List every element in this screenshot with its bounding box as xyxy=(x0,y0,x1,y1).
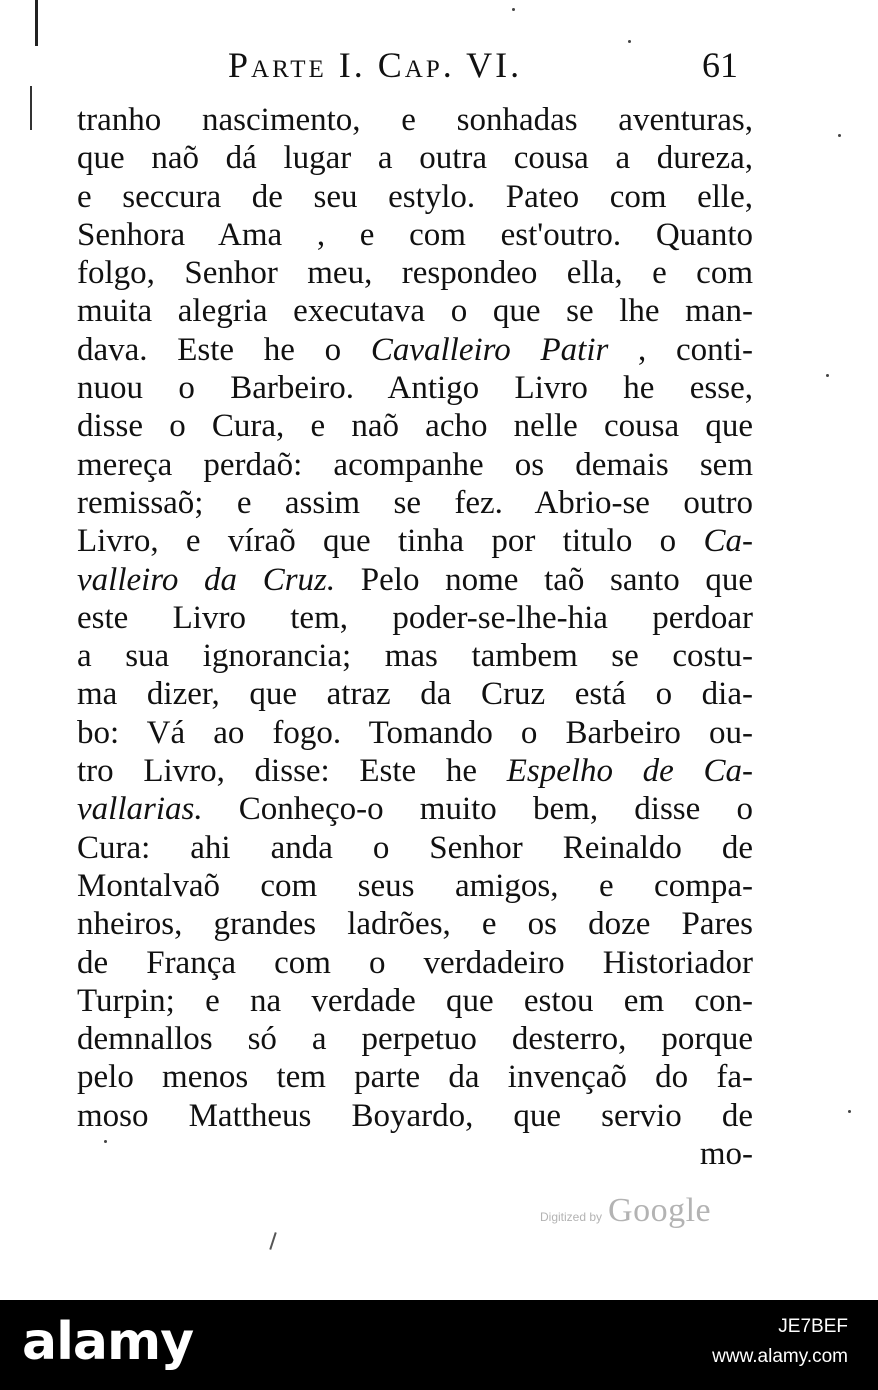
page-number: 61 xyxy=(702,45,738,85)
text-fragment: demnallos só a perpetuo desterro, porque xyxy=(77,1021,753,1058)
text-line xyxy=(77,369,753,407)
text-line xyxy=(77,254,753,292)
text-fragment: Conheço-o muito bem, disse o xyxy=(202,791,753,828)
scan-edge-mark xyxy=(30,86,32,130)
watermark-prefix: Digitized by xyxy=(540,1210,603,1224)
text-line xyxy=(77,561,753,599)
text-fragment: dava. Este he o xyxy=(77,331,371,368)
text-line xyxy=(77,1097,753,1135)
text-line xyxy=(77,101,753,139)
text-line xyxy=(77,292,753,330)
text-fragment: disse o Cura, e naõ acho nelle cousa que xyxy=(77,408,753,445)
text-fragment: que naõ dá lugar a outra cousa a dureza, xyxy=(77,140,753,177)
text-line xyxy=(77,867,753,905)
text-fragment: folgo, Senhor meu, respondeo ella, e com xyxy=(77,255,753,292)
text-fragment: e seccura de seu estylo. Pateo com elle, xyxy=(77,178,753,215)
text-fragment: nheiros, grandes ladrões, e os doze Pares xyxy=(77,906,753,943)
italic-title-fragment: Ca- xyxy=(703,523,753,560)
text-line xyxy=(77,1020,753,1058)
text-fragment: tro Livro, disse: Este he xyxy=(77,753,507,790)
text-fragment: nuou o Barbeiro. Antigo Livro he esse, xyxy=(77,370,753,407)
italic-title-fragment: valleiro da Cruz. xyxy=(77,561,336,598)
text-line xyxy=(77,484,753,522)
text-fragment: de França com o verdadeiro Historiador xyxy=(77,944,753,981)
text-line xyxy=(77,139,753,177)
text-fragment: ma dizer, que atraz da Cruz está o dia- xyxy=(77,676,753,713)
text-line xyxy=(77,637,753,675)
text-line xyxy=(77,714,753,752)
text-line xyxy=(77,331,753,369)
digitized-watermark xyxy=(540,1192,711,1230)
text-fragment: bo: Vá ao fogo. Tomando o Barbeiro ou- xyxy=(77,714,753,751)
running-head xyxy=(228,44,748,88)
body-text xyxy=(77,101,753,1173)
scan-edge-mark xyxy=(35,0,38,46)
text-fragment: a sua ignorancia; mas tambem se costu- xyxy=(77,638,753,675)
text-fragment: Turpin; e na verdade que estou em con- xyxy=(77,982,753,1019)
scan-speck xyxy=(848,1110,851,1113)
scan-speck xyxy=(838,134,841,137)
text-fragment: , conti- xyxy=(608,331,753,368)
text-line xyxy=(77,905,753,943)
text-fragment: muita alegria executava o que se lhe man- xyxy=(77,293,753,330)
text-fragment: Montalvaõ com seus amigos, e compa- xyxy=(77,867,753,904)
footer-url: www.alamy.com xyxy=(712,1346,848,1367)
running-head-title: Parte I. Cap. VI. xyxy=(228,45,523,85)
stock-footer-bar xyxy=(0,1300,878,1390)
text-fragment: Senhora Ama , e com est'outro. Quanto xyxy=(77,216,753,253)
text-line xyxy=(77,675,753,713)
italic-title-fragment: vallarias. xyxy=(77,791,203,828)
text-line xyxy=(77,1058,753,1096)
text-line xyxy=(77,790,753,828)
text-line xyxy=(77,829,753,867)
scan-speck xyxy=(826,374,829,377)
scan-speck xyxy=(512,8,515,11)
text-line xyxy=(77,982,753,1020)
text-fragment: Cura: ahi anda o Senhor Reinaldo de xyxy=(77,829,753,866)
scan-mark xyxy=(269,1232,276,1250)
text-line xyxy=(77,178,753,216)
catchword: mo- xyxy=(699,1136,753,1173)
text-fragment: Pelo nome taõ santo que xyxy=(335,561,753,598)
italic-title-fragment: Cavalleiro Patir xyxy=(370,331,609,368)
text-line xyxy=(77,944,753,982)
image-id: JE7BEF xyxy=(778,1316,848,1337)
text-fragment: remissaõ; e assim se fez. Abrio-se outro xyxy=(77,484,753,521)
text-line xyxy=(77,752,753,790)
text-fragment: mereça perdaõ: acompanhe os demais sem xyxy=(77,446,753,483)
text-fragment: moso Mattheus Boyardo, que servio de xyxy=(77,1097,753,1134)
text-line xyxy=(77,446,753,484)
text-line xyxy=(77,599,753,637)
text-fragment: pelo menos tem parte da invençaõ do fa- xyxy=(77,1059,753,1096)
text-fragment: este Livro tem, poder-se-lhe-hia perdoar xyxy=(77,599,753,636)
google-logo: Google xyxy=(608,1192,712,1229)
scan-speck xyxy=(628,40,631,43)
text-fragment: tranho nascimento, e sonhadas aventuras, xyxy=(77,102,753,138)
text-line xyxy=(77,522,753,560)
italic-title-fragment: Espelho de Ca- xyxy=(506,753,753,790)
text-fragment: Livro, e víraõ que tinha por titulo o xyxy=(77,523,704,560)
text-line xyxy=(77,216,753,254)
alamy-logo: alamy xyxy=(22,1312,194,1372)
text-line xyxy=(77,407,753,445)
